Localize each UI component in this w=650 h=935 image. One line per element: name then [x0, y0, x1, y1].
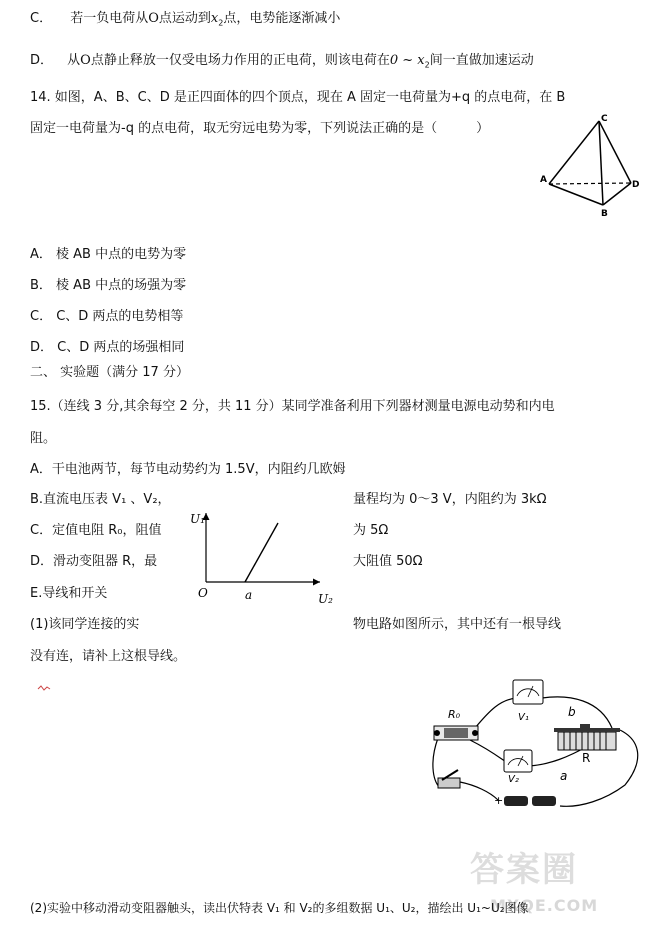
q15-item-c-left: C．定值电阻 R₀，阻值	[30, 523, 162, 538]
q13-option-d-text2: 点静止释放一仅受电场力作用的正电荷，则该电荷在	[90, 53, 390, 68]
q13-option-d	[30, 52, 534, 75]
vertex-label-d: D	[632, 180, 640, 190]
q13-option-c-sub: 2	[218, 18, 224, 28]
edge-ab	[549, 184, 603, 205]
q13-option-c-text2: 点运动到	[158, 11, 211, 26]
vertex-label-b: B	[601, 209, 608, 219]
resistor-r0	[434, 726, 478, 740]
label-r: R	[582, 751, 591, 765]
q13-option-d-sub: 2	[424, 60, 430, 70]
q14-option-b: B． 棱 AB 中点的场强为零	[30, 278, 187, 293]
q13-option-c-text1: 若一负电荷从	[70, 11, 149, 26]
circuit-figure	[420, 670, 650, 820]
q15-item-b-left: B.直流电压表 V₁ 、V₂，	[30, 492, 171, 507]
tetrahedron-figure	[535, 112, 645, 222]
q15-part1-right: 物电路如图所示，其中还有一根导线	[353, 617, 562, 632]
q13-option-c-x: x	[210, 11, 219, 26]
q13-option-c-label: C．	[30, 11, 53, 26]
q15-item-d-right: 大阻值 50Ω	[353, 554, 423, 569]
graph-origin-label: O	[198, 586, 208, 600]
red-squiggle-mark	[38, 686, 50, 692]
q14-stem-line1: 14. 如图，A、B、C、D 是正四面体的四个顶点，现在 A 固定一电荷量为+q 的点电荷，在 B	[30, 90, 566, 105]
rheostat-r	[554, 724, 620, 750]
q13-option-d-text3: 间一直做加速运动	[429, 53, 534, 68]
watermark-url: MXQE.COM	[490, 896, 599, 915]
q14-option-a: A． 棱 AB 中点的电势为零	[30, 247, 187, 262]
q15-part1-left: (1)该同学连接的实	[30, 617, 140, 632]
watermark-logo: 答案圈	[470, 850, 578, 890]
wire-r0-v1	[475, 698, 516, 728]
edge-cd	[599, 121, 631, 183]
q13-option-d-label: D．	[30, 53, 54, 68]
graph-line	[245, 523, 278, 582]
graph-intercept-label: a	[245, 588, 253, 602]
q13-option-c-text3: 点，电势能逐渐减小	[223, 11, 341, 26]
q15-stem-line2: 阻。	[30, 431, 57, 446]
label-v2: V₂	[508, 774, 519, 785]
q15-stem-line1: 15.（连线 3 分,其余每空 2 分，共 11 分）某同学准备利用下列器材测量电源电动势和内电	[30, 399, 555, 414]
voltmeter-v1	[513, 680, 543, 704]
vertex-label-a: A	[540, 175, 547, 185]
q13-option-d-text1: 从	[67, 53, 81, 68]
label-r0: R₀	[448, 708, 461, 721]
q15-item-b-right: 量程均为 0～3 V，内阻约为 3kΩ	[353, 492, 547, 507]
q15-item-c-right: 为 5Ω	[353, 523, 389, 538]
edge-ad-hidden	[549, 183, 631, 184]
label-a: a	[560, 769, 568, 783]
svg-text:+: +	[494, 794, 504, 807]
q15-item-d-left: D．滑动变阻器 R，最	[30, 554, 158, 569]
label-v1: V₁	[518, 712, 529, 723]
switch	[438, 770, 460, 788]
q15-part2: (2)实验中移动滑动变阻器触头，读出伏特表 V₁ 和 V₂的多组数据 U₁、U₂，描绘出 U₁~U₂图像	[30, 901, 529, 915]
graph-x-label: U₂	[318, 592, 333, 606]
q13-option-d-o: O	[80, 53, 91, 68]
edge-bd	[603, 183, 631, 205]
graph-y-label: U₁	[190, 512, 205, 526]
label-b: b	[568, 705, 576, 719]
q13-option-c	[30, 10, 340, 33]
q14-stem-line2: 固定一电荷量为-q 的点电荷，取无穷远电势为零，下列说法正确的是（ ）	[30, 121, 490, 136]
battery-pack	[494, 794, 556, 807]
q15-item-a: A．干电池两节，每节电动势约为 1.5V，内阻约几欧姆	[30, 462, 346, 477]
voltmeter-v2	[504, 750, 532, 772]
edge-cb	[599, 121, 603, 205]
q14-option-d: D． C、D 两点的场强相同	[30, 340, 185, 355]
q13-option-d-range: 0 ~ x	[389, 53, 425, 68]
vertex-label-c: C	[601, 114, 608, 124]
wire-switch	[460, 782, 498, 800]
q15-item-e: E.导线和开关	[30, 586, 108, 601]
q13-option-c-o: O	[148, 11, 159, 26]
u1-u2-graph	[190, 505, 350, 605]
wire-r0-v2	[470, 740, 506, 762]
q14-option-c: C． C、D 两点的电势相等	[30, 309, 184, 324]
section-title: 二、 实验题（满分 17 分）	[30, 365, 189, 380]
wire-b	[542, 697, 612, 728]
q15-part1-line2: 没有连，请补上这根导线。	[30, 649, 187, 664]
edge-ca	[549, 121, 599, 184]
